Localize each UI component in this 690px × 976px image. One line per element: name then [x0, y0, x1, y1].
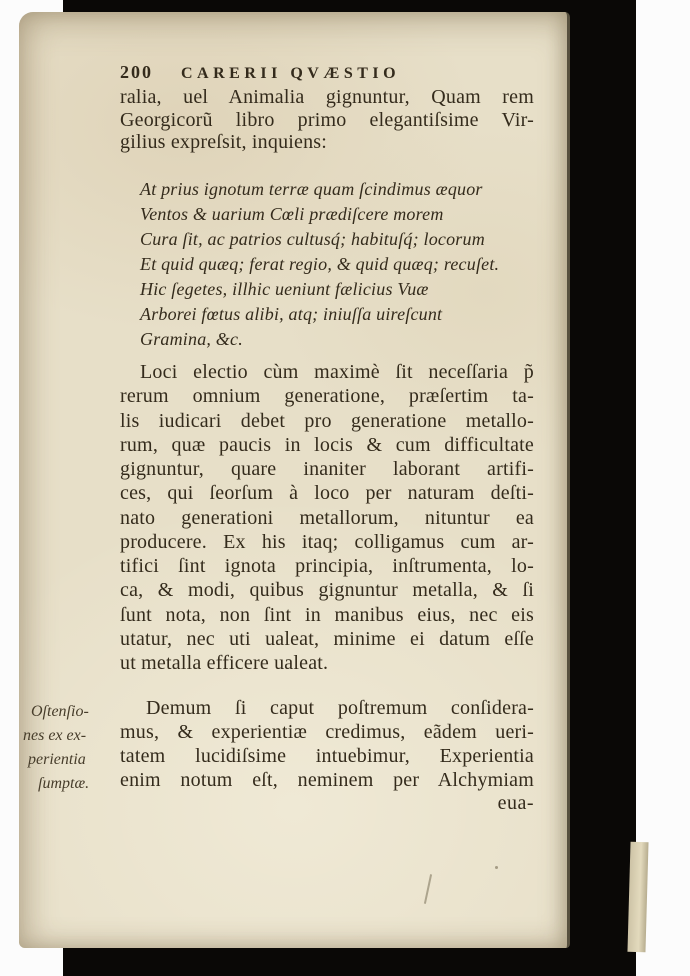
text-line: ſunt nota, non ſint in manibus eius, nec eis: [120, 603, 534, 626]
paragraph-loci-electio: [120, 360, 534, 675]
pencil-slash-mark: [424, 874, 432, 904]
text-line: gignuntur, quare inaniter laborant artifi-: [120, 458, 534, 480]
margin-note-line: Oſtenſio-: [31, 703, 89, 720]
text-line: ces, qui ſeorſum à loco per naturam deſti-: [120, 482, 534, 505]
verse-line: Ventos & uarium Cœli prædiſcere morem: [140, 204, 444, 224]
text-line: Demum ſi caput poſtremum conſidera-: [146, 697, 534, 719]
marginal-note: [23, 700, 119, 796]
verse-line: Gramina, &c.: [140, 329, 243, 349]
book-page: [19, 12, 570, 948]
running-header: [120, 62, 534, 83]
margin-note-line: nes ex ex-: [23, 727, 87, 744]
paragraph-continuation: [120, 86, 534, 154]
text-line: tifici ſint ignota principia, inſtrumenta, lo-: [120, 555, 534, 577]
text-line: nato generationi metallorum, nituntur ea: [120, 506, 534, 529]
text-line: lis iudicari debet pro generatione metallo-: [120, 409, 534, 432]
text-line: mus, & experientiæ credimus, eãdem ueri-: [120, 721, 534, 743]
page-fore-edge: [627, 842, 648, 952]
margin-note-line: ſumptæ.: [38, 775, 90, 792]
text-line: producere. Ex his itaq; colligamus cum ar-: [120, 530, 534, 553]
text-line: ca, & modi, quibus gignuntur metalla, & ſi: [120, 579, 534, 602]
verse-line: Arborei fœtus alibi, atq; iniuſſa uireſcunt: [140, 304, 443, 324]
text-line: ut metalla efficere ualeat.: [120, 652, 329, 674]
text-line: rerum omnium generatione, præſertim ta-: [120, 385, 534, 408]
text-line: Loci electio cùm maximè ſit neceſſaria p̃: [140, 361, 534, 383]
verse-line: Cura ſit, ac patrios cultusq́; habituſq́; locorum: [140, 229, 485, 249]
text-line: enim notum eſt, neminem per Alchymiam: [120, 769, 534, 791]
page-number: 200: [120, 62, 153, 82]
text-line: ralia, uel Animalia gignuntur, Quam rem: [120, 86, 534, 108]
verse-line: Hic ſegetes, illhic ueniunt fælicius Vuæ: [140, 279, 429, 299]
text-line: tatem lucidiſsime intuebimur, Experientia: [120, 745, 534, 767]
catchword: eua-: [497, 792, 534, 814]
text-line: gilius expreſsit, inquiens:: [120, 131, 328, 154]
paper-speck: [495, 866, 498, 869]
paragraph-demum: [120, 696, 534, 792]
text-line: rum, quæ paucis in locis & cum difficultate: [120, 433, 534, 456]
text-line: utatur, nec uti ualeat, minime ei datum eſſe: [120, 627, 534, 650]
margin-note-line: perientia: [28, 751, 86, 768]
virgil-verse-quote: [140, 177, 540, 352]
running-title: CARERII QVÆSTIO: [181, 65, 401, 82]
verse-line: At prius ignotum terræ quam ſcindimus æquor: [140, 179, 483, 199]
text-line: Georgicorũ libro primo elegantiſsime Vir-: [120, 108, 534, 131]
verse-line: Et quid quæq; ferat regio, & quid quæq; recuſet.: [140, 254, 500, 274]
